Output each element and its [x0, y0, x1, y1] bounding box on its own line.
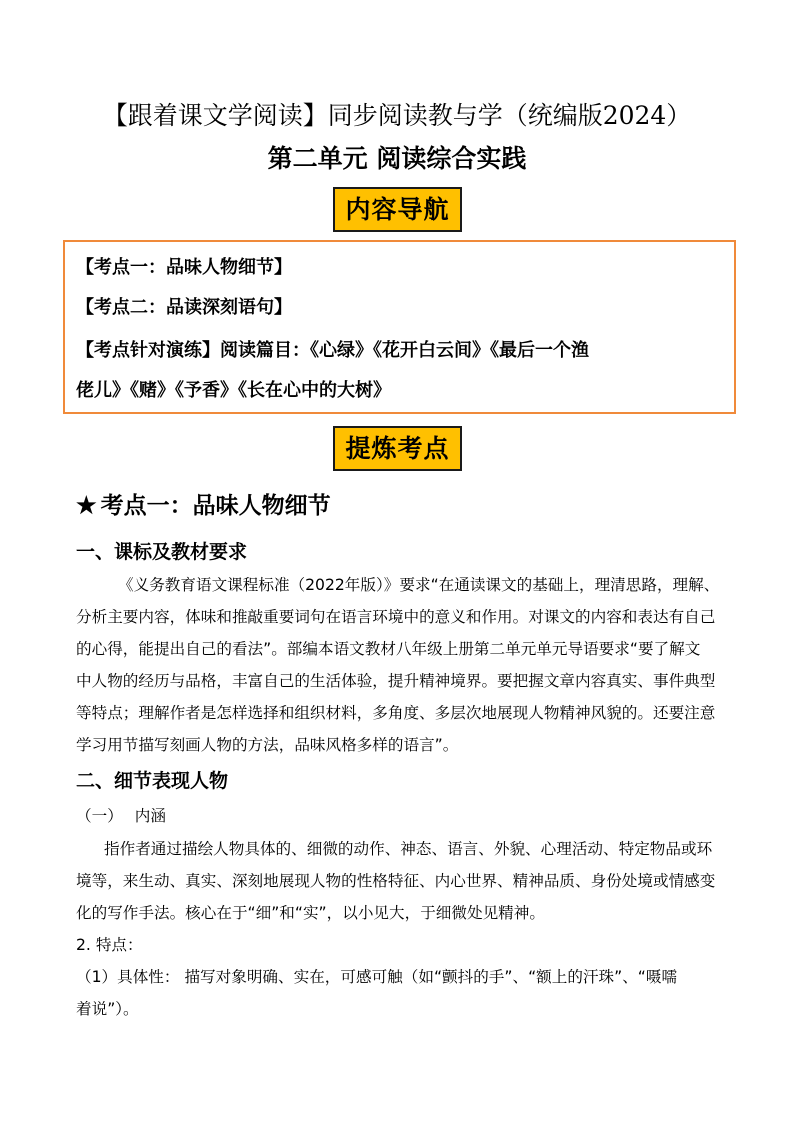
- paragraph-line: 指作者通过描绘人物具体的、细微的动作、神态、语言、外貌、心理活动、特定物品或环: [104, 840, 713, 858]
- document-title: 【跟着课文学阅读】同步阅读教与学（统编版2024）: [102, 101, 692, 130]
- toc-item: 【考点一：品味人物细节】: [76, 257, 292, 278]
- sub-subheading-text: 内涵: [134, 807, 166, 825]
- subsection-heading: 二、细节表现人物: [76, 770, 229, 792]
- list-heading: 2. 特点：: [76, 936, 143, 954]
- paragraph-line: 学习用节描写刻画人物的方法，品味风格多样的语言”。: [76, 736, 459, 754]
- paragraph-line: 中人物的经历与品格，丰富自己的生活体验，提升精神境界。要把握文章内容真实、事件典型: [76, 672, 716, 690]
- sub-subheading-number: （一）: [76, 807, 123, 825]
- subsection-heading: 一、课标及教材要求: [76, 541, 248, 563]
- toc-item: 【考点针对演练】阅读篇目：《心绿》《花开白云间》《最后一个渔: [76, 340, 589, 361]
- paragraph-line: 的心得，能提出自己的看法”。部编本语文教材八年级上册第二单元单元导语要求“要了解文: [76, 640, 701, 658]
- paragraph-line: 化的写作手法。核心在于“细”和“实”，以小见大，于细微处见精神。: [76, 904, 545, 922]
- sub-subheading: [76, 805, 166, 827]
- list-item-continued: 着说”）。: [76, 1000, 139, 1018]
- paragraph-line: 分析主要内容，体味和推敲重要词句在语言环境中的意义和作用。对课文的内容和表达有自己: [76, 608, 716, 626]
- section-heading: [76, 490, 331, 522]
- paragraph-line: 境等，来生动、真实、深刻地展现人物的性格特征、内心世界、精神品质、身份处境或情感变: [76, 872, 716, 890]
- document-subtitle: 第二单元 阅读综合实践: [267, 144, 527, 173]
- star-icon: ★: [76, 492, 97, 519]
- toc-item-continued: 佬儿》《赌》《予香》《长在心中的大树》: [76, 380, 391, 401]
- contents-nav-banner: 内容导航: [333, 187, 462, 232]
- list-item: （1）具体性： 描写对象明确、实在，可感可触（如“颤抖的手”、“额上的汗珠”、“嗫嚅: [76, 968, 678, 986]
- section-heading-text: 考点一：品味人物细节: [100, 492, 331, 519]
- paragraph-line: 《义务教育语文课程标准（2022年版）》要求“在通读课文的基础上，理清思路，理解、: [118, 576, 720, 594]
- key-points-banner: 提炼考点: [333, 426, 462, 471]
- toc-item: 【考点二：品读深刻语句】: [76, 297, 292, 318]
- paragraph-line: 等特点；理解作者是怎样选择和组织材料，多角度、多层次地展现人物精神风貌的。还要注意: [76, 704, 716, 722]
